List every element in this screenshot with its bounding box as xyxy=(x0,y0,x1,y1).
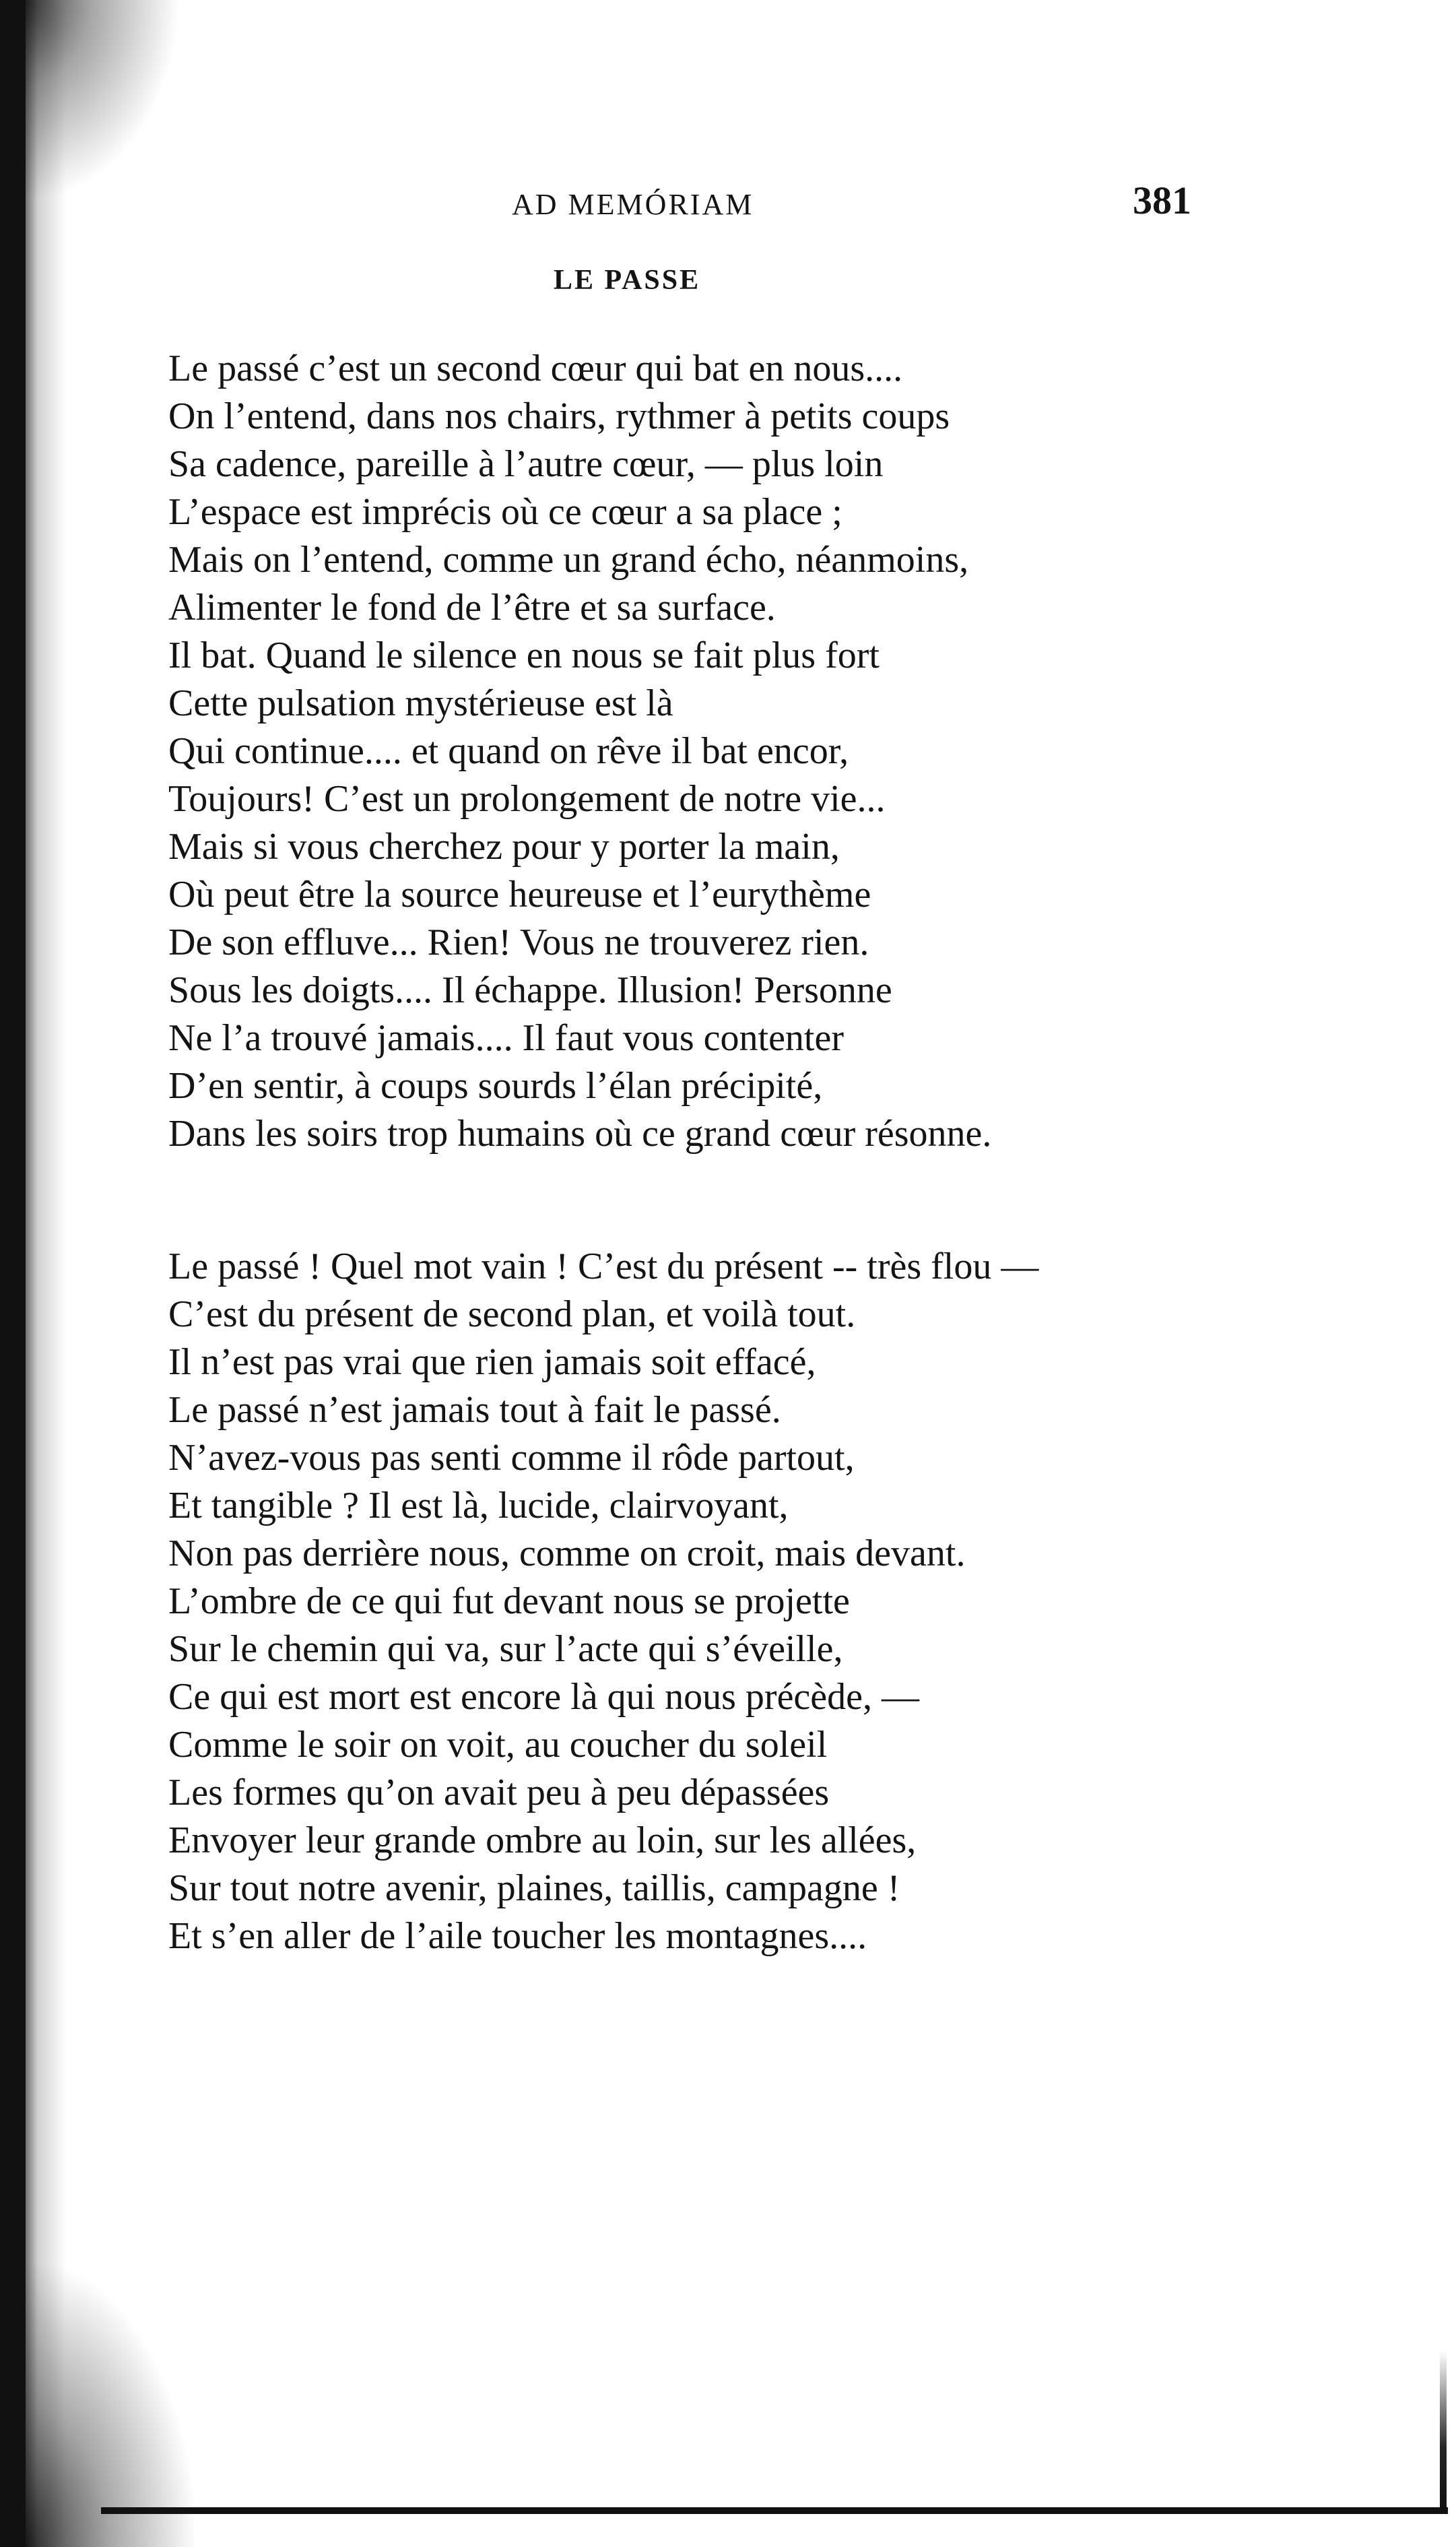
verse-line: Et s’en aller de l’aile toucher les montagnes.... xyxy=(168,1915,867,1957)
verse-line: Qui continue.... et quand on rêve il bat encor, xyxy=(168,730,849,772)
verse-line: L’espace est imprécis où ce cœur a sa place ; xyxy=(168,491,842,533)
running-head: AD MEMÓRIAM xyxy=(512,188,754,221)
verse-line: Mais on l’entend, comme un grand écho, néanmoins, xyxy=(168,539,969,581)
verse-line: Sa cadence, pareille à l’autre cœur, — plus loin xyxy=(168,443,884,485)
scan-corner-shadow-top xyxy=(26,0,180,202)
verse-line: Ce qui est mort est encore là qui nous précède, — xyxy=(168,1676,919,1718)
verse-line: Cette pulsation mystérieuse est là xyxy=(168,682,673,724)
verse-line: Le passé c’est un second cœur qui bat en nous.... xyxy=(168,348,903,389)
verse-line: Sous les doigts.... Il échappe. Illusion! Personne xyxy=(168,969,892,1011)
verse-line: Le passé n’est jamais tout à fait le passé. xyxy=(168,1389,781,1431)
scan-corner-shadow-bottom xyxy=(26,2264,194,2547)
verse-line: Dans les soirs trop humains où ce grand cœur résonne. xyxy=(168,1113,992,1155)
stanza-1 xyxy=(168,345,991,1158)
verse-line: On l’entend, dans nos chairs, rythmer à petits coups xyxy=(168,395,950,437)
verse-line: Alimenter le fond de l’être et sa surface. xyxy=(168,587,776,628)
page-number: 381 xyxy=(1133,179,1191,222)
verse-line: Il n’est pas vrai que rien jamais soit effacé, xyxy=(168,1341,816,1383)
scan-binding-edge xyxy=(0,0,26,2547)
verse-line: Et tangible ? Il est là, lucide, clairvoyant, xyxy=(168,1485,789,1526)
verse-line: Non pas derrière nous, comme on croit, mais devant. xyxy=(168,1533,966,1574)
verse-line: Sur tout notre avenir, plaines, taillis, campagne ! xyxy=(168,1867,900,1909)
verse-line: Toujours! C’est un prolongement de notre vie... xyxy=(168,778,886,820)
verse-line: Sur le chemin qui va, sur l’acte qui s’éveille, xyxy=(168,1628,843,1670)
verse-line: Comme le soir on voit, au coucher du soleil xyxy=(168,1724,828,1766)
verse-line: Ne l’a trouvé jamais.... Il faut vous contenter xyxy=(168,1017,844,1059)
verse-line: Envoyer leur grande ombre au loin, sur les allées, xyxy=(168,1819,917,1861)
scan-binding-shadow xyxy=(26,0,120,2547)
verse-line: N’avez-vous pas senti comme il rôde partout, xyxy=(168,1437,855,1479)
poem-title: LE PASSE xyxy=(554,265,701,296)
verse-line: Il bat. Quand le silence en nous se fait plus fort xyxy=(168,635,880,676)
verse-line: De son effluve... Rien! Vous ne trouverez rien. xyxy=(168,922,869,963)
verse-line: Le passé ! Quel mot vain ! C’est du présent -- très flou — xyxy=(168,1246,1039,1287)
stanza-2 xyxy=(168,1243,1038,1960)
verse-line: L’ombre de ce qui fut devant nous se projette xyxy=(168,1580,850,1622)
verse-line: C’est du présent de second plan, et voilà tout. xyxy=(168,1293,856,1335)
verse-line: Mais si vous cherchez pour y porter la main, xyxy=(168,826,840,868)
scan-bottom-edge xyxy=(101,2507,1448,2514)
verse-line: Où peut être la source heureuse et l’eurythème xyxy=(168,874,871,915)
verse-line: D’en sentir, à coups sourds l’élan précipité, xyxy=(168,1065,823,1107)
verse-line: Les formes qu’on avait peu à peu dépassées xyxy=(168,1772,830,1813)
scan-right-edge xyxy=(1440,2351,1447,2513)
